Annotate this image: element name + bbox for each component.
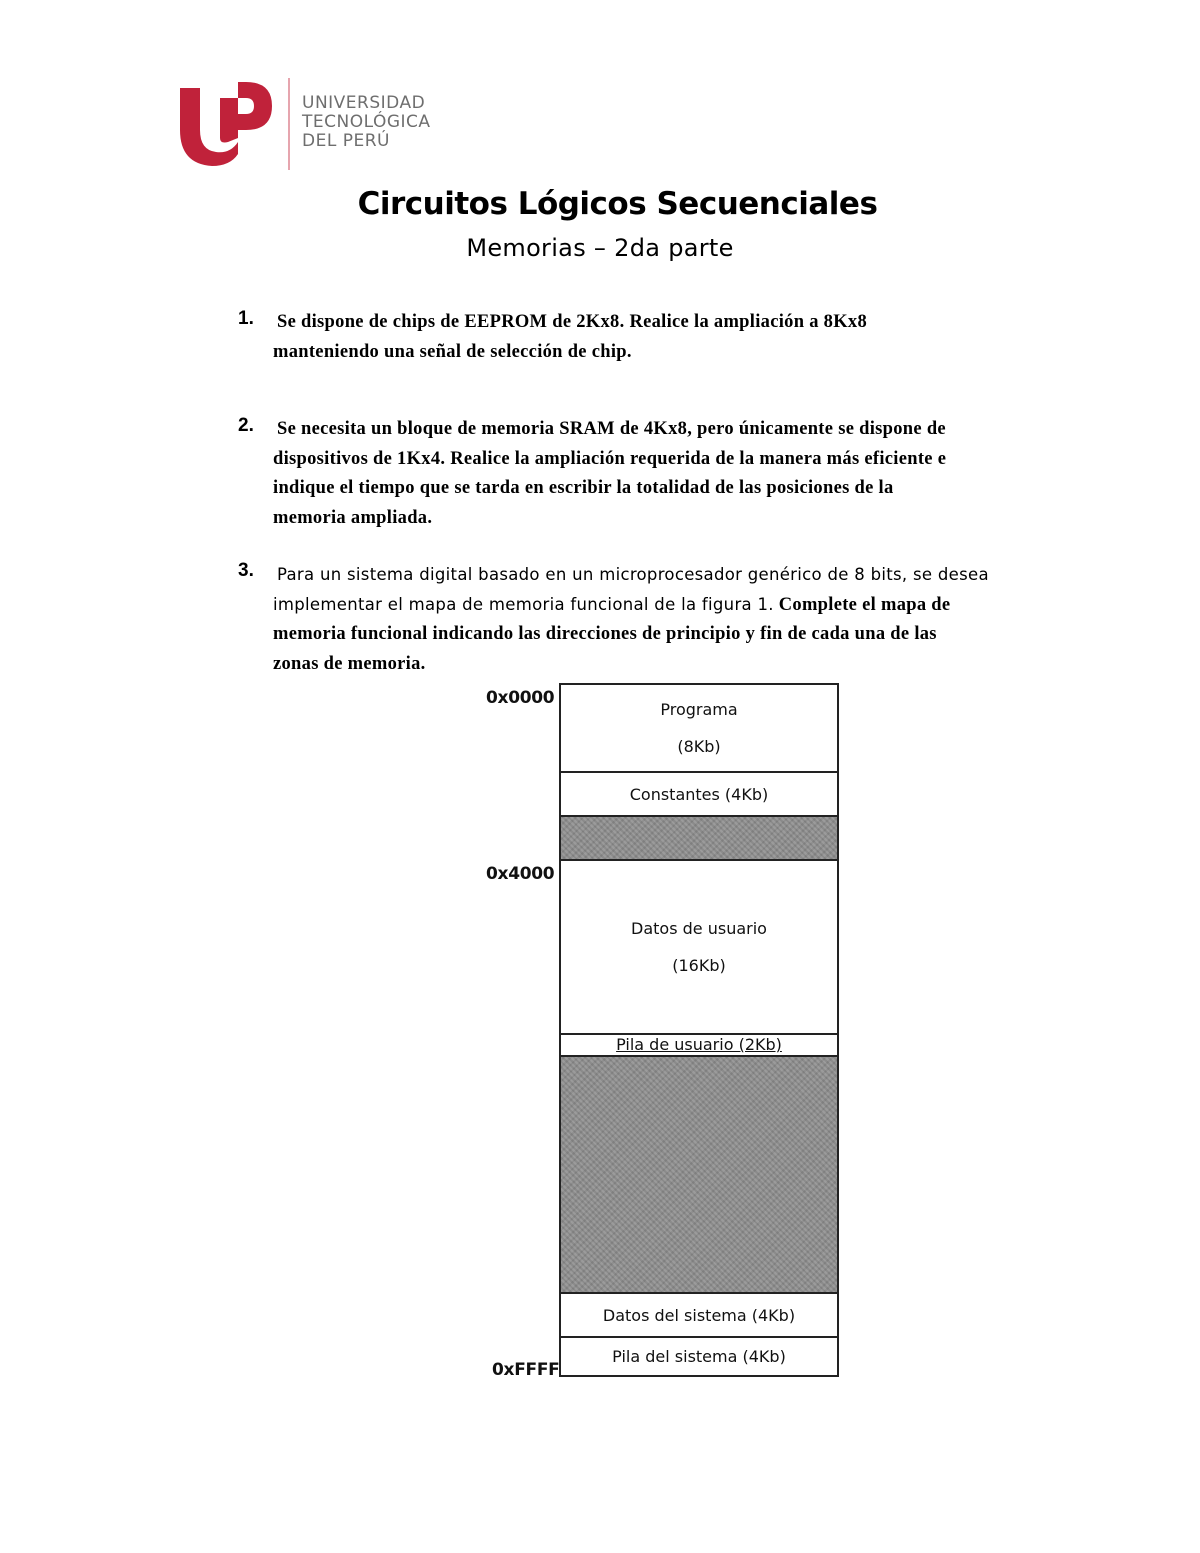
question-line: Para un sistema digital basado en un microprocesador genérico de 8 bits, se desea bbox=[277, 565, 989, 584]
utp-logo-mark-icon bbox=[172, 78, 292, 170]
question-line: manteniendo una señal de selección de chip. bbox=[273, 341, 632, 362]
logo-line-1: UNIVERSIDAD bbox=[302, 93, 426, 113]
question-line: zonas de memoria. bbox=[273, 653, 426, 674]
question-line: indique el tiempo que se tarda en escribir la totalidad de las posiciones de la bbox=[273, 478, 894, 498]
segment-pila-sistema bbox=[561, 1338, 837, 1375]
question-number: 2. bbox=[238, 415, 254, 436]
question-line-bold: Complete el mapa de bbox=[773, 594, 951, 615]
address-start-label: 0x0000 bbox=[486, 688, 555, 708]
page-title: Circuitos Lógicos Secuenciales bbox=[357, 186, 878, 222]
segment-constantes bbox=[561, 773, 837, 817]
segment-programa bbox=[561, 685, 837, 773]
question-line-plain: implementar el mapa de memoria funcional de la figura 1. bbox=[273, 594, 774, 614]
segment-label: Programa bbox=[660, 700, 738, 719]
segment-datos-sistema bbox=[561, 1294, 837, 1338]
segment-label: Pila de usuario (2Kb) bbox=[616, 1035, 782, 1054]
question-text bbox=[273, 560, 1043, 679]
memory-map-figure bbox=[480, 680, 860, 1385]
segment-size: (8Kb) bbox=[677, 737, 721, 756]
question-line: memoria funcional indicando las direcciones de principio y fin de cada una de las bbox=[273, 624, 937, 644]
question-number: 1. bbox=[238, 308, 254, 329]
memory-map-column bbox=[559, 683, 839, 1377]
segment-unused-2 bbox=[561, 1057, 837, 1294]
segment-label: Datos de usuario bbox=[631, 919, 767, 938]
question-line: memoria ampliada. bbox=[273, 507, 433, 528]
address-end-label: 0xFFFF bbox=[492, 1360, 560, 1380]
page-subtitle: Memorias – 2da parte bbox=[466, 234, 734, 262]
question-number: 3. bbox=[238, 560, 254, 581]
segment-datos-usuario bbox=[561, 861, 837, 1035]
logo-wordmark bbox=[302, 94, 431, 151]
question-line: Se dispone de chips de EEPROM de 2Kx8. Realice la ampliación a 8Kx8 bbox=[277, 312, 868, 332]
question-text bbox=[273, 415, 1043, 533]
logo-line-3: DEL PERÚ bbox=[302, 131, 390, 151]
segment-label: Pila del sistema (4Kb) bbox=[612, 1347, 786, 1366]
segment-size: (16Kb) bbox=[672, 956, 726, 975]
logo-line-2: TECNOLÓGICA bbox=[302, 112, 431, 132]
segment-label: Datos del sistema (4Kb) bbox=[602, 1305, 796, 1325]
university-logo bbox=[172, 78, 442, 170]
segment-pila-usuario bbox=[561, 1035, 837, 1057]
question-line: Se necesita un bloque de memoria SRAM de 4Kx8, pero únicamente se dispone de bbox=[277, 419, 946, 439]
address-mid-label: 0x4000 bbox=[486, 864, 555, 884]
segment-label: Constantes (4Kb) bbox=[629, 784, 769, 804]
question-line bbox=[273, 590, 1043, 621]
question-line: dispositivos de 1Kx4. Realice la ampliación requerida de la manera más eficiente e bbox=[273, 448, 947, 469]
segment-unused-1 bbox=[561, 817, 837, 861]
question-text bbox=[273, 308, 1043, 367]
